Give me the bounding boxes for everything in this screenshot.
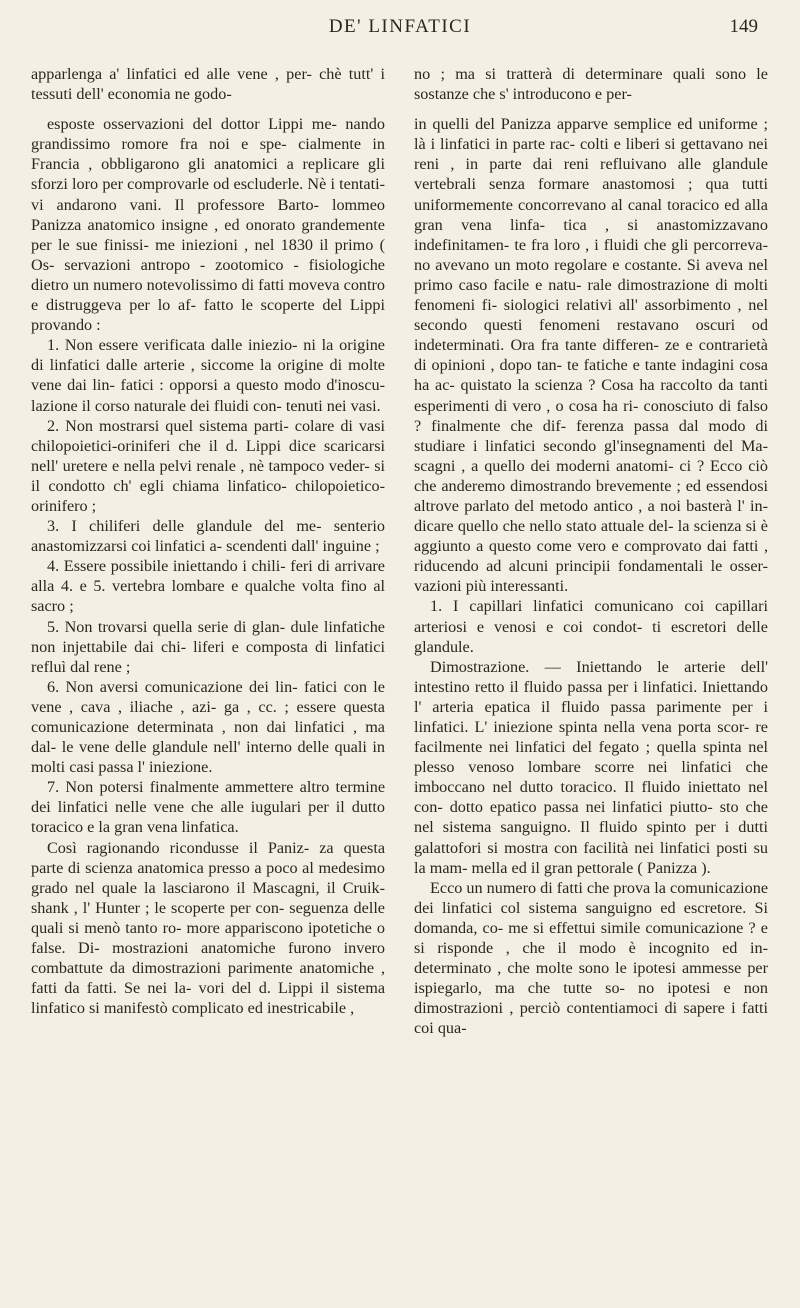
left-column [31,64,385,1018]
list-item: 3. I chiliferi delle glandule del me- senterio anastomizzarsi coi linfatici a- scendenti dall' inguine ; [31,517,385,556]
paragraph: Dimostrazione. — Iniettando le arterie dell' intestino retto il fluido passa per i linfatici. Iniettando l' arteria epatica il fluido passa parimente per i linfatici. L' iniezione spinta nella vena porta scor- re facilmente nei linfatici del fegato ; quella spinta nel plesso venoso lombare scorre nei linfatici che imboccano nel dutto toracico. Il fluido iniettato nel con- dotto epatico passa nei linfatici piutto- sto che nel sistema sanguigno. Il fluido spinto per i dutti galattofori si mostra con facilità nei linfatici posti su la mam- mella ed il gran pettorale ( Panizza ). [414,657,768,877]
right-column [414,64,768,1039]
paragraph: apparlenga a' linfatici ed alle vene , per- chè tutt' i tessuti dell' economia ne godo- [31,65,385,104]
paragraph: no ; ma si tratterà di determinare quali sono le sostanze che s' introducono e per- [414,65,768,104]
list-item: 1. Non essere verificata dalle iniezio- ni la origine di linfatici dalle arterie , siccome la origine di molte vene dai lin- fatici : opporsi a questo modo d'inoscu- lazione il corso naturale dei fluidi con- tenuti nei vasi. [31,336,385,415]
running-title: DE' LINFATICI [328,16,472,37]
paragraph: Ecco un numero di fatti che prova la comunicazione dei linfatici col sistema sanguigno ed escretore. Si domanda, co- me si effettui simile comunicazione ? e si risponde , che il modo è incognito ed in- determinato , che molte sono le ipotesi ammesse per ispiegarlo, ma che tutte so- no ipotesi e non dimostrazioni , perciò contentiamoci di sapere i fatti coi qua- [414,878,769,1038]
list-item: 7. Non potersi finalmente ammettere altro termine dei linfatici nelle vene che alle iugulari per il dutto toracico e la gran vena linfatica. [31,778,385,837]
list-item: 4. Essere possibile iniettando i chili- feri di arrivare alla 4. e 5. vertebra lombare e qualche volta fino al sacro ; [31,557,385,616]
paragraph: esposte osservazioni del dottor Lippi me- nando grandissimo romore fra noi e spe- cialmente in Francia , obbligarono gli anatomici a replicare gli sforzi loro per comprovarle od escluderle. Nè i tentati- vi andarono vani. Il professore Barto- lommeo Panizza anatomico insigne , ed onorato grandemente per le sue finissi- me iniezioni , nel 1830 il primo ( Os- servazioni antropo - zootomico - fisiologiche dietro un numero notevolissimo di fatti moveva contro e distruggeva per lo af- fatto le scoperte del Lippi provando : [31,115,385,335]
paragraph: in quelli del Panizza apparve semplice ed uniforme ; là i linfatici in parte rac- colti e liberi si gettavano nei reni , in parte dai reni refluivano alle glandule vertebrali senza formare anastomosi ; qua tutti uniformemente concorrevano al canal toracico ed alla gran vena linfa- tica , si anastomizzavano indefinitamen- te fra loro , i fluidi che gli percorreva- no avevano un moto regolare e costante. Si aveva nel primo caso facile e natu- rale dimostrazione di molti fenomeni fi- siologici relativi all' assorbimento , nel secondo questi fenomeni restavano oscuri od indeterminati. Ora fra tante differen- ze e contrarietà di opinioni , dopo tan- te fatiche e tante indagini cosa ha ac- quistato la scienza ? Cosa ha raccolto da tanti esperimenti di vero , o cosa ha ri- conosciuto di falso ? finalmente che dif- ferenza passa dal modo di studiare i linfatici secondo gl'insegnamenti del Ma- scagni , a quello dei moderni anatomi- ci ? Ecco ciò che anderemo dimostrando brevemente ; ed essendosi altrove parlato del metodo antico , a noi basterà l' in- dicare quello che nello stato attuale del- la scienza si è aggiunto a questo come vero e comprovato dai fatti , riducendo ad alcuni principii fondamentali le osser- vazioni più interessanti. [414,115,768,596]
running-head [40,16,760,46]
list-item: 1. I capillari linfatici comunicano coi capillari arteriosi e venosi e coi condot- ti escretori delle glandule. [414,597,768,656]
list-item: 2. Non mostrarsi quel sistema parti- colare di vasi chilopoietici-oriniferi che il d. Lippi dice scaricarsi nell' uretere e nella pelvi renale , nè tampoco veder- si il condotto ch' egli chiama linfatico- chilopoietico-orinifero ; [31,416,385,515]
list-item: 5. Non trovarsi quella serie di glan- dule linfatiche non injettabile dai chi- liferi e composta di linfatici refluì dal rene ; [31,617,385,676]
list-item: 6. Non aversi comunicazione dei lin- fatici con le vene , cava , iliache , azi- ga , cc. ; essere questa comunicazione determinata , non dai linfatici , ma dal- le vene delle glandule nell' interno delle quali in molti casi passa l' iniezione. [31,677,385,777]
paragraph: Così ragionando ricondusse il Paniz- za questa parte di scienza anatomica presso a poco al medesimo grado nel quale la lasciarono il Mascagni, il Cruik- shank , l' Hunter ; le scoperte per con- seguenza delle quali si menò tanto ro- more appariscono ipotetiche o false. Di- mostrazioni anatomiche furono invero combattute da dimostrazioni parimente anatomiche , fatti da fatti. Se nei la- vori del d. Lippi il sistema linfatico si manifestò complicato ed inestricabile , [31,838,385,1018]
page-number: 149 [729,16,758,37]
